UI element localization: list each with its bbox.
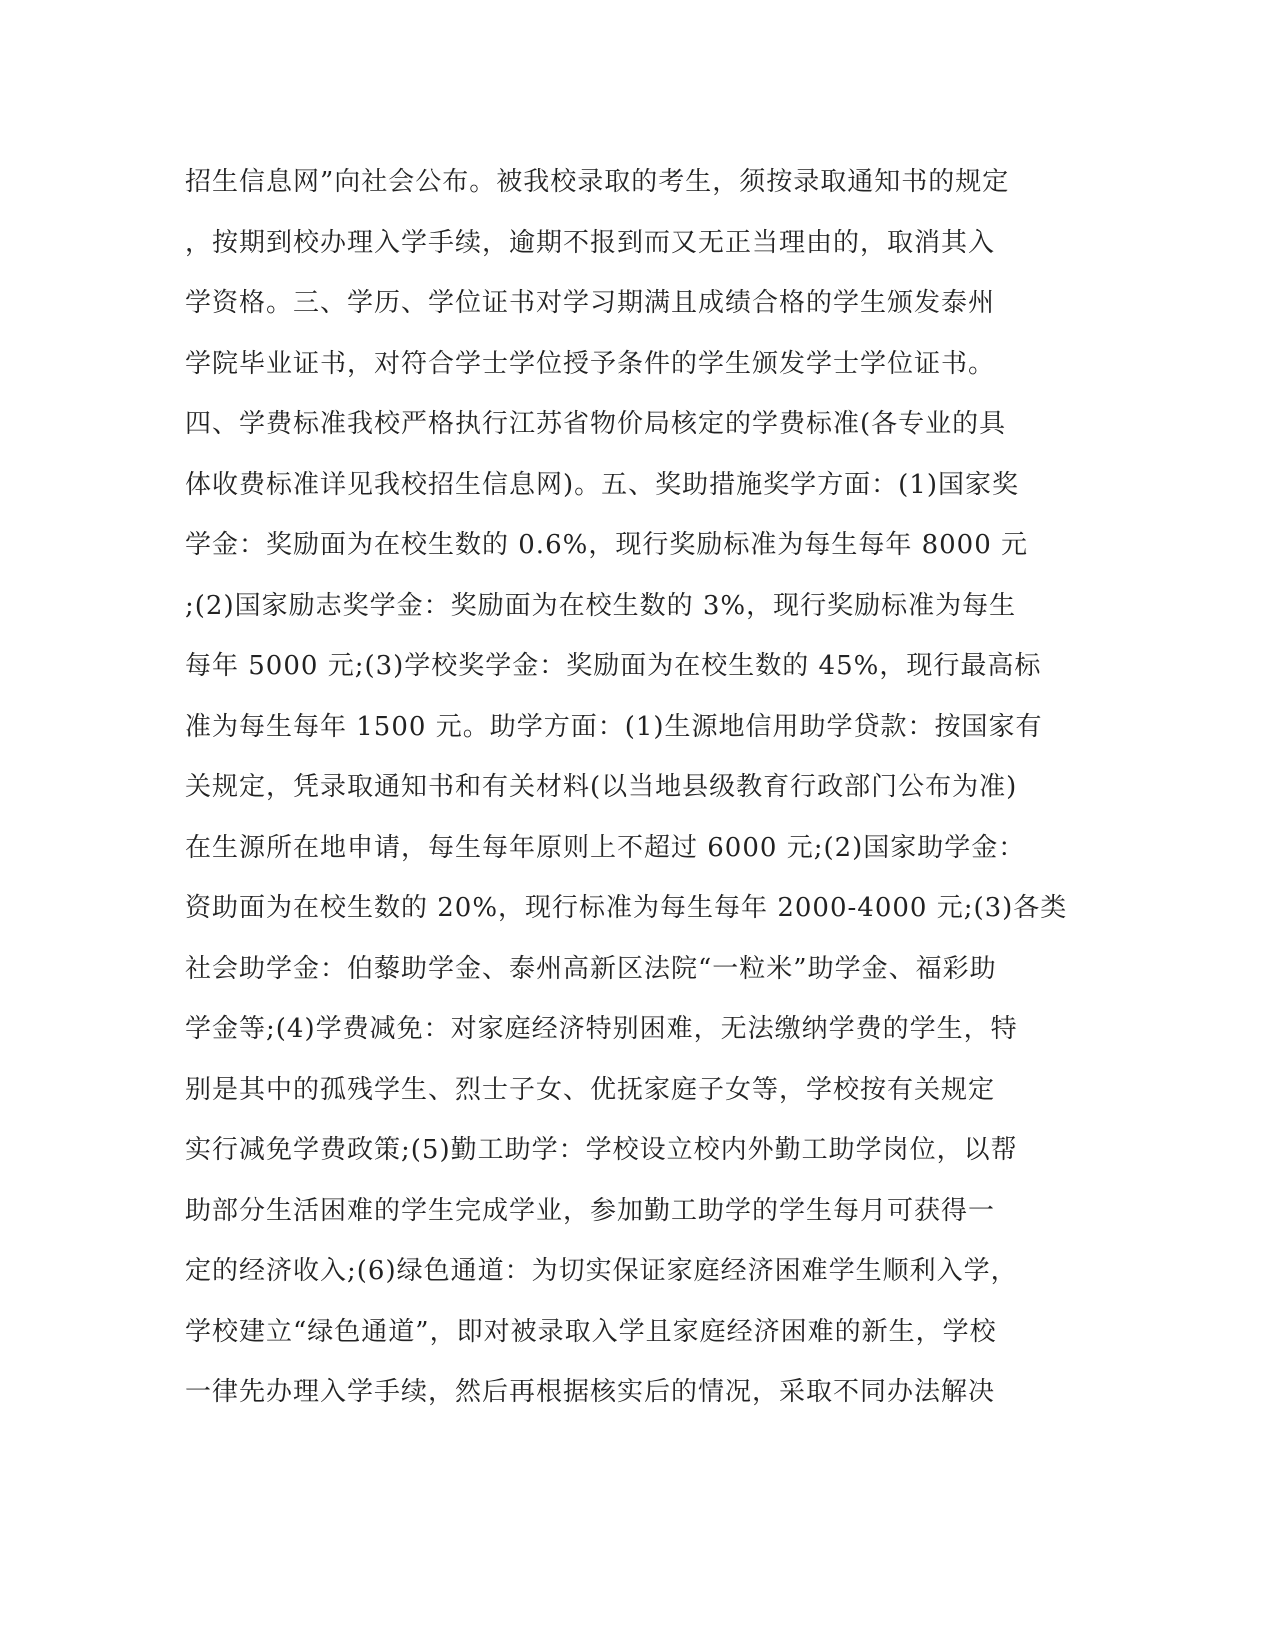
text-line: 学校建立“绿色通道”，即对被录取入学且家庭经济困难的新生，学校 bbox=[185, 1316, 997, 1347]
text-line: ;(2)国家励志奖学金：奖励面为在校生数的 3%，现行奖励标准为每生 bbox=[185, 590, 1017, 621]
text-line: 助部分生活困难的学生完成学业，参加勤工助学的学生每月可获得一 bbox=[185, 1195, 996, 1226]
text-line: 每年 5000 元;(3)学校奖学金：奖励面为在校生数的 45%，现行最高标 bbox=[185, 651, 1042, 681]
text-line: 四、学费标准我校严格执行江苏省物价局核定的学费标准(各专业的具 bbox=[185, 409, 1007, 439]
text-line: 学金：奖励面为在校生数的 0.6%，现行奖励标准为每生每年 8000 元 bbox=[185, 530, 1029, 560]
text-line: 一律先办理入学手续，然后再根据核实后的情况，采取不同办法解决 bbox=[185, 1377, 996, 1407]
text-line: 准为每生每年 1500 元。助学方面：(1)生源地信用助学贷款：按国家有 bbox=[185, 711, 1043, 742]
text-line: 定的经济收入;(6)绿色通道：为切实保证家庭经济困难学生顺利入学， bbox=[185, 1256, 1018, 1286]
text-line: 学资格。三、学历、学位证书对学习期满且成绩合格的学生颁发泰州 bbox=[185, 288, 996, 318]
text-line: 资助面为在校生数的 20%，现行标准为每生每年 2000-4000 元;(3)各类 bbox=[185, 893, 1068, 923]
text-line: 学金等;(4)学费减免：对家庭经济特别困难，无法缴纳学费的学生，特 bbox=[185, 1014, 1018, 1044]
text-line: ，按期到校办理入学手续，逾期不报到而又无正当理由的，取消其入 bbox=[185, 227, 996, 258]
text-line: 实行减免学费政策;(5)勤工助学：学校设立校内外勤工助学岗位，以帮 bbox=[185, 1135, 1018, 1165]
text-line: 招生信息网”向社会公布。被我校录取的考生，须按录取通知书的规定 bbox=[185, 167, 1010, 197]
body-text bbox=[185, 162, 1068, 1433]
text-line: 社会助学金：伯藜助学金、泰州高新区法院“一粒米”助学金、福彩助 bbox=[185, 953, 997, 984]
text-line: 体收费标准详见我校招生信息网)。五、奖助措施奖学方面：(1)国家奖 bbox=[185, 469, 1019, 500]
text-line: 关规定，凭录取通知书和有关材料(以当地县级教育行政部门公布为准) bbox=[185, 772, 1018, 802]
text-line: 学院毕业证书，对符合学士学位授予条件的学生颁发学士学位证书。 bbox=[185, 348, 996, 379]
text-line: 别是其中的孤残学生、烈士子女、优抚家庭子女等，学校按有关规定 bbox=[185, 1074, 996, 1105]
text-line: 在生源所在地申请，每生每年原则上不超过 6000 元;(2)国家助学金： bbox=[185, 832, 1026, 863]
